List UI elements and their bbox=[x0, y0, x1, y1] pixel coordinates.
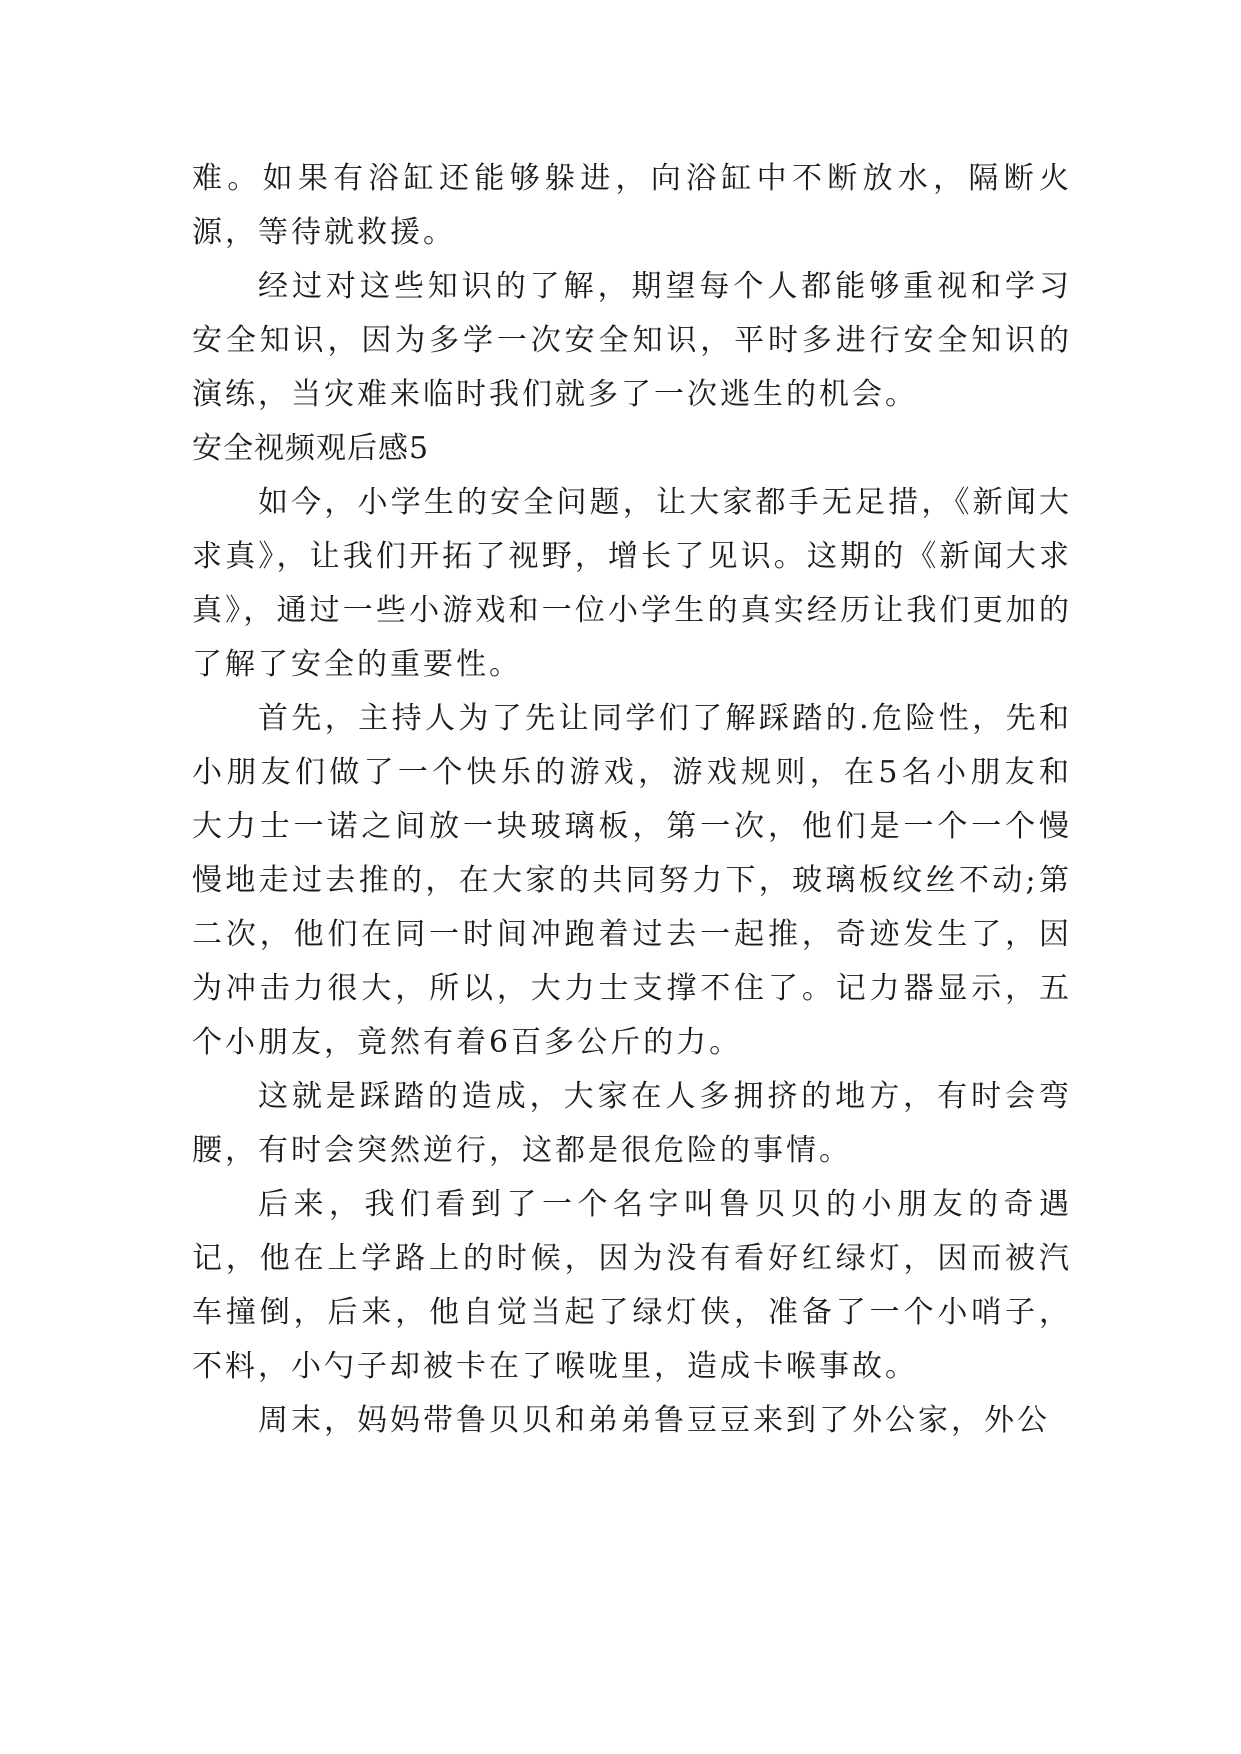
paragraph-continuation: 难。如果有浴缸还能够躲进，向浴缸中不断放水，隔断火源，等待就救援。 bbox=[192, 161, 1072, 250]
paragraph: 首先，主持人为了先让同学们了解踩踏的.危险性，先和小朋友们做了一个快乐的游戏，游戏规则，在5名小朋友和大力士一诺之间放一块玻璃板，第一次，他们是一个一个慢慢地走过去推的，在大家的共同努力下，玻璃板纹丝不动;第二次，他们在同一时间冲跑着过去一起推，奇迹发生了，因为冲击力很大，所以，大力士支撑不住了。记力器显示，五个小朋友，竟然有着6百多公斤的力。 bbox=[192, 701, 1072, 1060]
paragraph: 这就是踩踏的造成，大家在人多拥挤的地方，有时会弯腰，有时会突然逆行，这都是很危险的事情。 bbox=[192, 1079, 1072, 1168]
paragraph: 如今，小学生的安全问题，让大家都手无足措，《新闻大求真》，让我们开拓了视野，增长了见识。这期的《新闻大求真》，通过一些小游戏和一位小学生的真实经历让我们更加的了解了安全的重要性。 bbox=[192, 485, 1072, 682]
document-body bbox=[192, 152, 1072, 1448]
paragraph: 后来，我们看到了一个名字叫鲁贝贝的小朋友的奇遇记，他在上学路上的时候，因为没有看好红绿灯，因而被汽车撞倒，后来，他自觉当起了绿灯侠，准备了一个小哨子，不料，小勺子却被卡在了喉咙里，造成卡喉事故。 bbox=[192, 1187, 1072, 1384]
section-heading: 安全视频观后感5 bbox=[192, 431, 430, 466]
paragraph: 经过对这些知识的了解，期望每个人都能够重视和学习安全知识，因为多学一次安全知识，平时多进行安全知识的演练，当灾难来临时我们就多了一次逃生的机会。 bbox=[192, 269, 1072, 412]
paragraph: 周末，妈妈带鲁贝贝和弟弟鲁豆豆来到了外公家，外公 bbox=[258, 1403, 1050, 1438]
